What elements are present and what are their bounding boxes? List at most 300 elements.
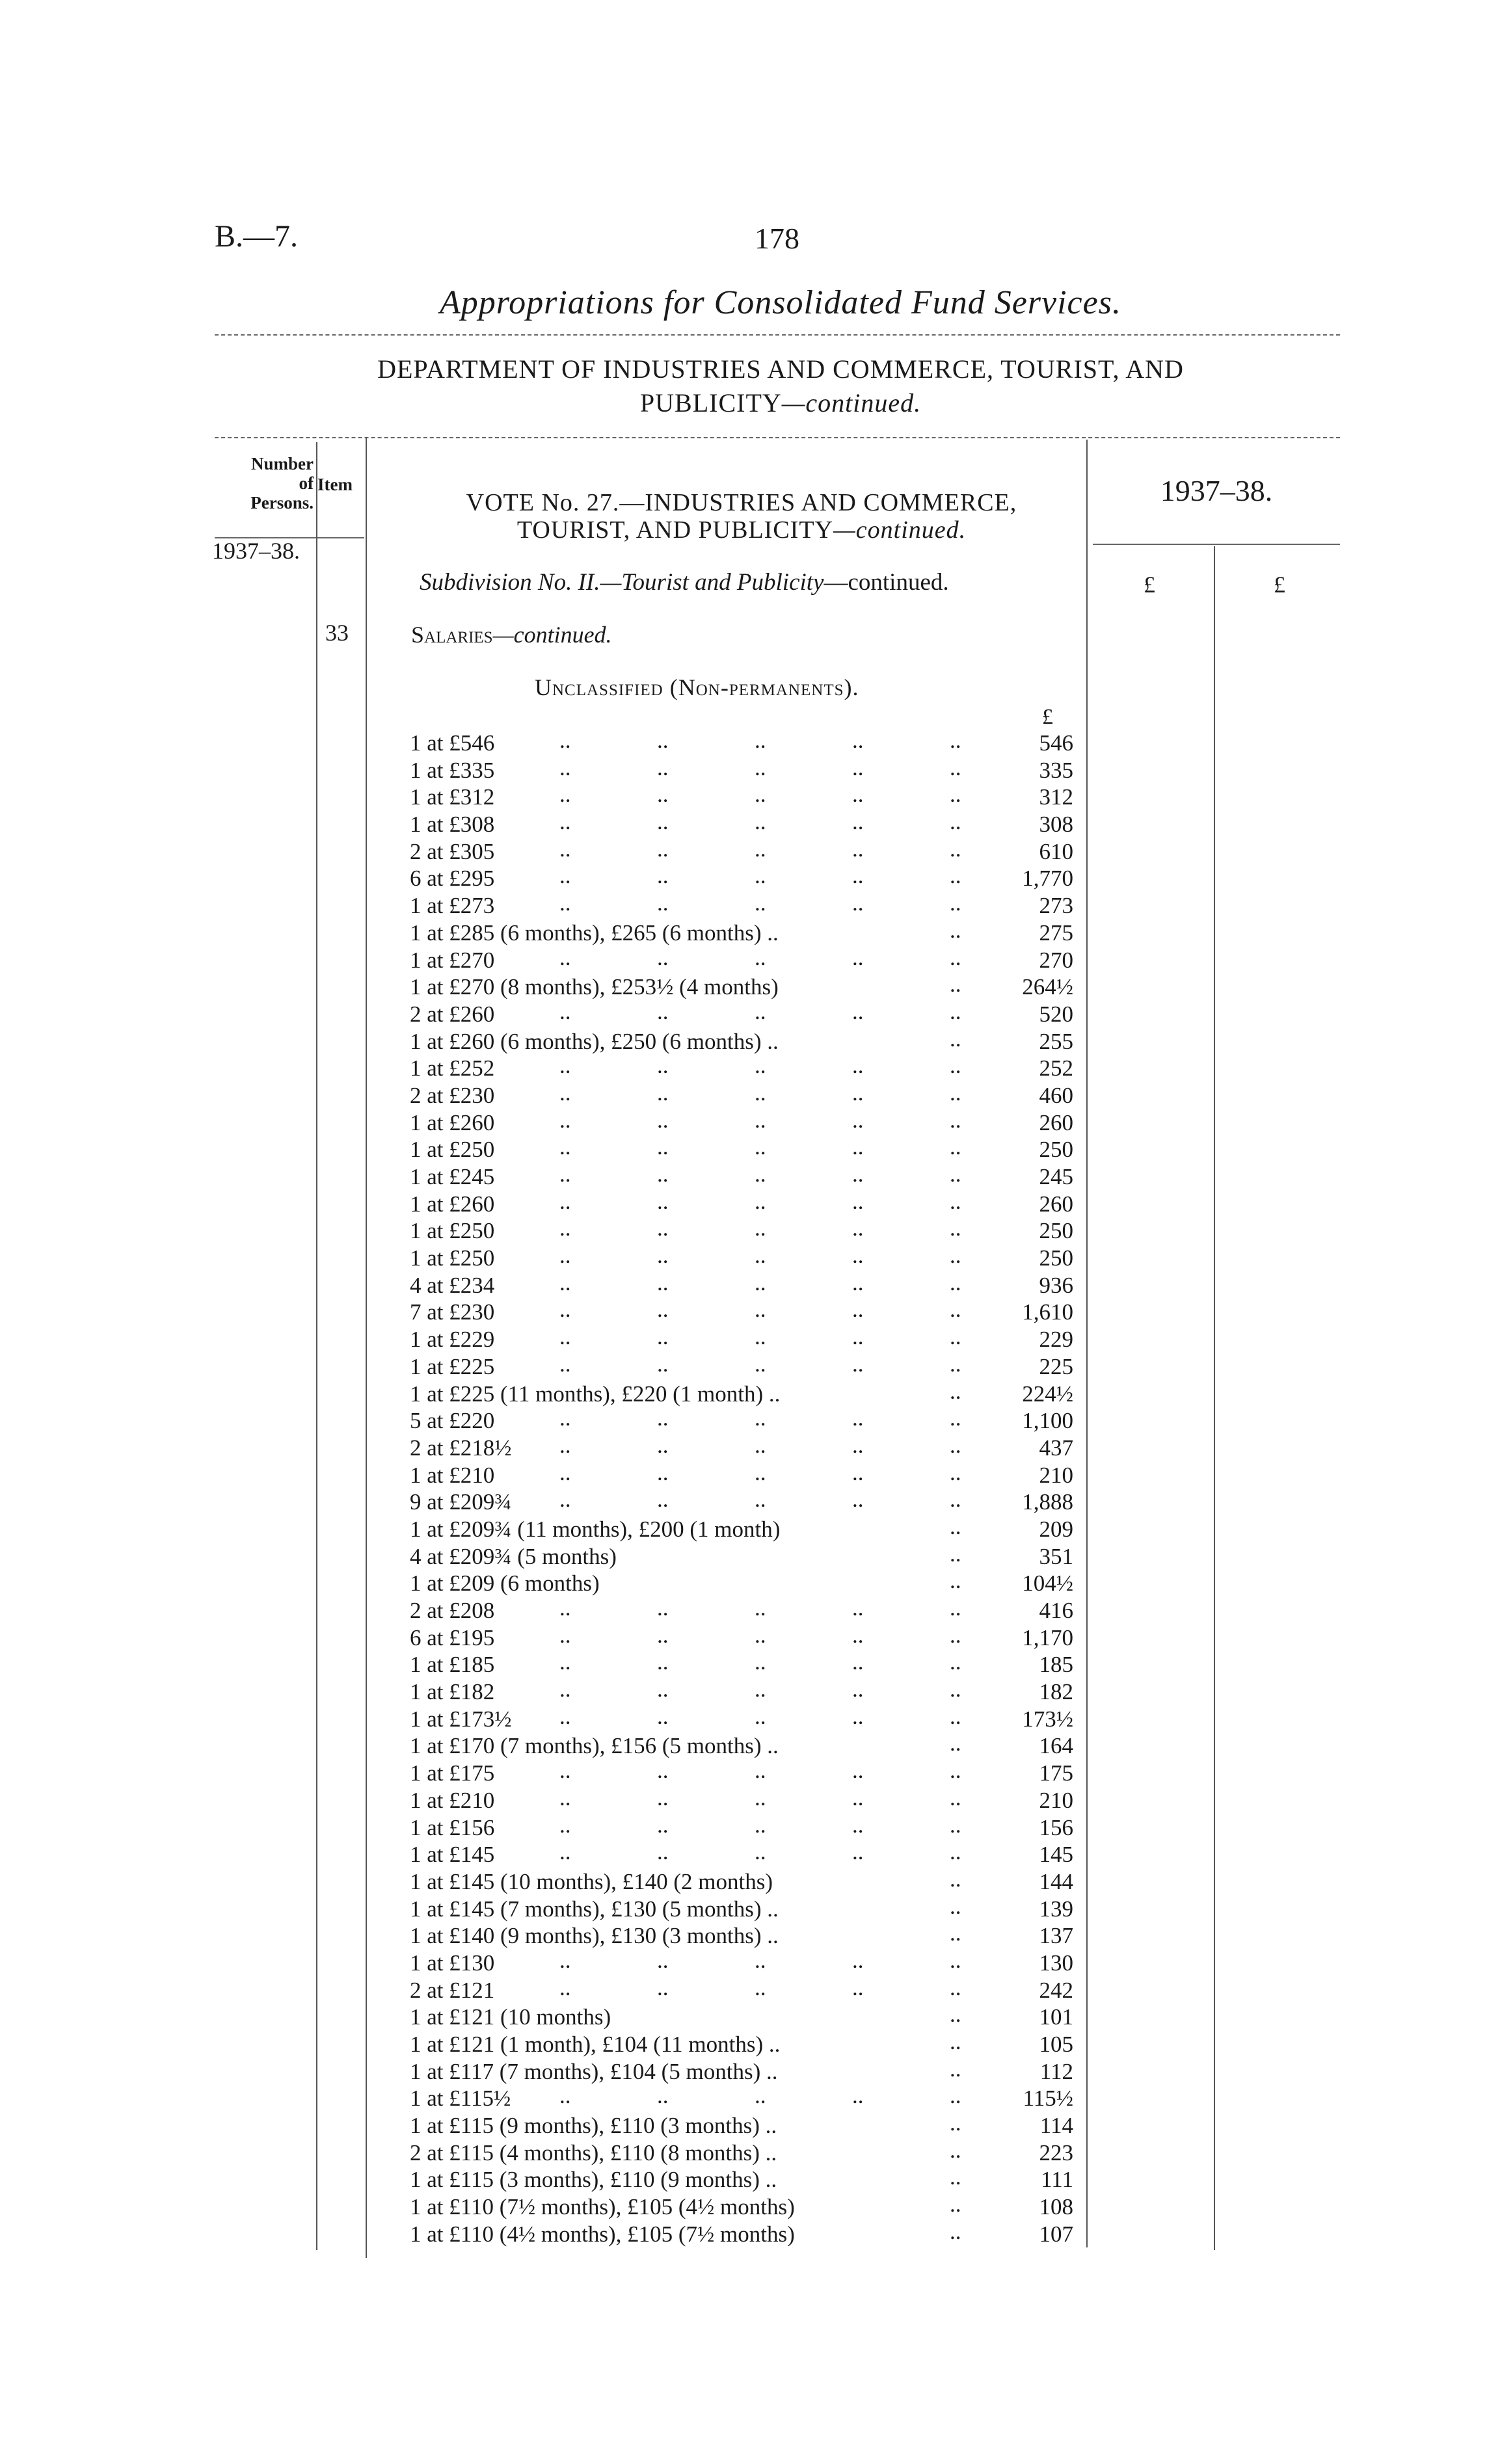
salary-row-description: 1 at £252 (410, 1055, 495, 1081)
leader-dot: .. (559, 782, 571, 808)
salary-row-amount: 229 (1039, 1327, 1073, 1353)
leader-dot: .. (657, 2083, 669, 2109)
leader-dot: .. (559, 1703, 571, 1729)
leader-dot: .. (755, 1107, 766, 1133)
leader-dot: .. (657, 1053, 669, 1079)
leader-dot: .. (657, 728, 669, 753)
salary-row-description: 1 at £245 (410, 1164, 495, 1189)
salary-row (410, 1245, 1073, 1272)
leader-dot: .. (657, 1622, 669, 1648)
leader-dot: .. (950, 1107, 961, 1133)
leader-dot: .. (657, 1459, 669, 1485)
leader-dot: .. (950, 1839, 961, 1865)
salary-row-description: 1 at £260 (410, 1109, 495, 1135)
leader-dot: .. (559, 1188, 571, 1214)
leader-dot: .. (559, 1405, 571, 1431)
salary-row-description: 1 at £312 (410, 784, 495, 810)
leader-dot: .. (950, 917, 961, 943)
leader-dot: .. (852, 809, 864, 835)
salary-row-description: 1 at £185 (410, 1652, 495, 1678)
salary-rows (410, 730, 1073, 2248)
salary-row-description: 7 at £230 (410, 1299, 495, 1325)
salary-row-amount: 130 (1039, 1950, 1073, 1976)
salary-row-amount: 255 (1039, 1028, 1073, 1054)
leader-dot: .. (950, 1269, 961, 1295)
salary-row-amount: 1,100 (1022, 1408, 1073, 1434)
pound-column-b-header: £ (1274, 572, 1285, 598)
leader-dot: .. (950, 1758, 961, 1784)
salary-row-description: 1 at £270 (8 months), £253½ (4 months) (410, 974, 779, 1000)
salary-row-amount: 520 (1039, 1001, 1073, 1027)
column-header-rule-right (1093, 544, 1340, 545)
leader-dot: .. (950, 1703, 961, 1729)
salary-row-amount: 270 (1039, 947, 1073, 973)
salary-row-description: 1 at £145 (410, 1842, 495, 1868)
salary-row (410, 1407, 1073, 1435)
leader-dot: .. (559, 863, 571, 889)
item-header: Item (317, 475, 353, 494)
leader-dot: .. (755, 863, 766, 889)
salary-row-amount: 245 (1039, 1164, 1073, 1189)
leader-dot: .. (559, 1134, 571, 1160)
salary-row (410, 784, 1073, 811)
salary-row-description: 1 at £115 (3 months), £110 (9 months) .. (410, 2167, 777, 2193)
salary-row (410, 1814, 1073, 1842)
leader-dot: .. (852, 1215, 864, 1241)
salary-row-description: 2 at £230 (410, 1082, 495, 1108)
salary-row (410, 1543, 1073, 1570)
amount-column-divider (1214, 546, 1215, 2250)
salary-row-amount: 351 (1039, 1543, 1073, 1569)
salary-row-description: 1 at £260 (410, 1191, 495, 1217)
leader-dot: .. (950, 2002, 961, 2028)
salary-row-description: 6 at £195 (410, 1624, 495, 1650)
salary-row-amount: 335 (1039, 757, 1073, 783)
leader-dot: .. (852, 1784, 864, 1810)
leader-dot: .. (852, 890, 864, 916)
leader-dot: .. (852, 1703, 864, 1729)
salary-row (410, 865, 1073, 892)
salary-row-amount: 546 (1039, 730, 1073, 756)
table-top-rule (215, 437, 1340, 438)
leader-dot: .. (950, 1866, 961, 1892)
leader-dot: .. (950, 2029, 961, 2054)
leader-dot: .. (852, 1107, 864, 1133)
leader-dot: .. (950, 944, 961, 970)
salary-row-description: 1 at £250 (410, 1245, 495, 1271)
leader-dot: .. (950, 2137, 961, 2163)
leader-dot: .. (657, 1432, 669, 1458)
leader-dot: .. (657, 944, 669, 970)
leader-dot: .. (950, 890, 961, 916)
salary-row-description: 1 at £115½ (410, 2086, 511, 2112)
leader-dot: .. (657, 1947, 669, 1973)
subdivision-title: Subdivision No. II.—Tourist and Publicity—continued. (420, 569, 949, 596)
leader-dot: .. (950, 728, 961, 753)
salary-row-description: 1 at £182 (410, 1679, 495, 1705)
salary-row-description: 1 at £546 (410, 730, 495, 756)
salary-row (410, 1353, 1073, 1381)
leader-dot: .. (852, 1405, 864, 1431)
leader-dot: .. (559, 1215, 571, 1241)
salary-row-description: 1 at £121 (10 months) (410, 2004, 611, 2030)
leader-dot: .. (755, 1269, 766, 1295)
salary-row (410, 1055, 1073, 1082)
item-number: 33 (325, 620, 349, 646)
leader-dot: .. (852, 1188, 864, 1214)
leader-dot: .. (559, 1297, 571, 1323)
leader-dot: .. (755, 1324, 766, 1350)
leader-dot: .. (755, 754, 766, 780)
salary-row-amount: 312 (1039, 784, 1073, 810)
salary-row-amount: 1,610 (1022, 1299, 1073, 1325)
leader-dot: .. (852, 1839, 864, 1865)
salary-row-amount: 1,170 (1022, 1624, 1073, 1650)
leader-dot: .. (950, 2083, 961, 2109)
leader-dot: .. (755, 1161, 766, 1187)
leader-dot: .. (657, 1188, 669, 1214)
salary-row-amount: 250 (1039, 1245, 1073, 1271)
leader-dot: .. (950, 1622, 961, 1648)
description-column-divider (1086, 440, 1088, 2247)
leader-dot: .. (755, 1405, 766, 1431)
salary-row (410, 2085, 1073, 2112)
leader-dot: .. (950, 1920, 961, 1946)
leader-dot: .. (852, 1758, 864, 1784)
salary-row-amount: 260 (1039, 1191, 1073, 1217)
leader-dot: .. (559, 836, 571, 862)
leader-dot: .. (950, 1053, 961, 1079)
salary-row (410, 1947, 1073, 1977)
salary-row-description: 1 at £145 (7 months), £130 (5 months) .. (410, 1896, 779, 1922)
leader-dot: .. (950, 809, 961, 835)
salary-row-description: 1 at £121 (1 month), £104 (11 months) .. (410, 2032, 781, 2057)
salary-row-description: 2 at £218½ (410, 1435, 512, 1461)
leader-dot: .. (657, 1758, 669, 1784)
leader-dot: .. (559, 1107, 571, 1133)
salary-row (410, 2058, 1073, 2086)
page-heading: Appropriations for Consolidated Fund Services. (440, 284, 1121, 321)
leader-dot: .. (559, 1676, 571, 1702)
leader-dot: .. (559, 754, 571, 780)
leader-dot: .. (852, 1269, 864, 1295)
leader-dot: .. (950, 1595, 961, 1621)
leader-dot: .. (559, 1053, 571, 1079)
leader-dot: .. (657, 1649, 669, 1675)
salary-row-amount: 224½ (1022, 1381, 1073, 1407)
salary-row (410, 1624, 1073, 1652)
leader-dot: .. (852, 836, 864, 862)
salary-row (410, 2112, 1073, 2139)
leader-dot: .. (657, 754, 669, 780)
leader-dot: .. (852, 1459, 864, 1485)
leader-dot: .. (559, 1459, 571, 1485)
salary-row-amount: 164 (1039, 1733, 1073, 1759)
estimates-year-label: 1937–38. (1160, 474, 1273, 507)
leader-dot: .. (559, 1487, 571, 1513)
leader-dot: .. (950, 2056, 961, 2082)
leader-dot: .. (950, 2192, 961, 2218)
salary-row (410, 1082, 1073, 1109)
department-line-2: PUBLICITY—continued. (639, 388, 922, 417)
leader-dot: .. (852, 1812, 864, 1838)
leader-dot: .. (852, 1297, 864, 1323)
salary-row-amount: 107 (1039, 2221, 1073, 2247)
leader-dot: .. (950, 1730, 961, 1756)
salary-row-amount: 252 (1039, 1055, 1073, 1081)
persons-column-divider (316, 442, 317, 2250)
leader-dot: .. (950, 1568, 961, 1594)
salary-row-description: 2 at £121 (410, 1977, 495, 2003)
salary-row-amount: 114 (1039, 2113, 1073, 2139)
salary-row (410, 754, 1073, 784)
leader-dot: .. (755, 1784, 766, 1810)
salary-row (410, 1163, 1073, 1191)
salary-row-description: 1 at £140 (9 months), £130 (3 months) .. (410, 1923, 779, 1949)
leader-dot: .. (657, 1134, 669, 1160)
leader-dot: .. (657, 998, 669, 1024)
leader-dot: .. (950, 1974, 961, 2000)
leader-dot: .. (852, 1649, 864, 1675)
salary-row-description: 4 at £209¾ (5 months) (410, 1543, 617, 1569)
salary-row (410, 1922, 1073, 1950)
salary-row (410, 1299, 1073, 1326)
leader-dot: .. (755, 1053, 766, 1079)
salary-row-description: 1 at £210 (410, 1462, 495, 1488)
salary-row-amount: 175 (1039, 1760, 1073, 1786)
salary-row (410, 838, 1073, 866)
leader-dot: .. (559, 1784, 571, 1810)
salary-row-description: 9 at £209¾ (410, 1489, 512, 1515)
salary-row-description: 4 at £234 (410, 1272, 495, 1298)
leader-dot: .. (755, 998, 766, 1024)
leader-dot: .. (755, 1839, 766, 1865)
leader-dot: .. (559, 1595, 571, 1621)
leader-dot: .. (950, 1215, 961, 1241)
salary-row-amount: 264½ (1022, 974, 1073, 1000)
leader-dot: .. (657, 1215, 669, 1241)
leader-dot: .. (755, 1676, 766, 1702)
leader-dot: .. (950, 782, 961, 808)
leader-dot: .. (559, 1839, 571, 1865)
salary-row-amount: 275 (1039, 920, 1073, 946)
salary-row-description: 1 at £110 (7½ months), £105 (4½ months) (410, 2194, 795, 2220)
leader-dot: .. (559, 728, 571, 753)
salary-row (410, 1974, 1073, 2004)
leader-dot: .. (657, 1297, 669, 1323)
salary-row (410, 2193, 1073, 2221)
page-number: 178 (755, 222, 799, 255)
leader-dot: .. (657, 863, 669, 889)
persons-year-label: 1937–38. (212, 538, 300, 564)
salary-row (410, 917, 1073, 947)
leader-dot: .. (755, 1649, 766, 1675)
leader-dot: .. (852, 863, 864, 889)
leader-dot: .. (852, 1974, 864, 2000)
salary-row-description: 5 at £220 (410, 1408, 495, 1434)
leader-dot: .. (559, 1324, 571, 1350)
salary-row-amount: 223 (1039, 2139, 1073, 2166)
leader-dot: .. (559, 1351, 571, 1377)
salary-row-amount: 936 (1039, 1272, 1073, 1298)
salary-row-description: 1 at £209¾ (11 months), £200 (1 month) (410, 1516, 781, 1542)
salary-row-amount: 225 (1039, 1353, 1073, 1379)
salary-row-description: 1 at £260 (6 months), £250 (6 months) .. (410, 1028, 779, 1054)
leader-dot: .. (755, 728, 766, 753)
leader-dot: .. (657, 1812, 669, 1838)
leader-dot: .. (559, 1622, 571, 1648)
salary-row-amount: 115½ (1023, 2086, 1073, 2112)
leader-dot: .. (755, 1595, 766, 1621)
leader-dot: .. (950, 2218, 961, 2244)
leader-dot: .. (755, 1812, 766, 1838)
salary-row-description: 2 at £208 (410, 1598, 495, 1623)
salary-row-amount: 308 (1039, 812, 1073, 838)
department-continued: —continued. (781, 388, 922, 417)
salary-row (410, 1868, 1073, 1896)
leader-dot: .. (755, 1459, 766, 1485)
leader-dot: .. (950, 1405, 961, 1431)
salaries-heading: Salaries—continued. (411, 622, 612, 648)
salary-row-description: 1 at £250 (410, 1218, 495, 1244)
salary-row (410, 1841, 1073, 1868)
leader-dot: .. (657, 1676, 669, 1702)
salary-row-amount: 108 (1039, 2194, 1073, 2220)
salary-row-description: 2 at £260 (410, 1001, 495, 1027)
salary-row (410, 2218, 1073, 2248)
salary-row-amount: 156 (1039, 1814, 1073, 1840)
salary-row-amount: 139 (1039, 1896, 1073, 1922)
salary-row (410, 2031, 1073, 2058)
salary-row (410, 1378, 1073, 1408)
salary-row-amount: 250 (1039, 1137, 1073, 1163)
leader-dot: .. (755, 1215, 766, 1241)
salary-row (410, 1570, 1073, 1597)
leader-dot: .. (559, 1269, 571, 1295)
leader-dot: .. (852, 1134, 864, 1160)
leader-dot: .. (950, 998, 961, 1024)
leader-dot: .. (950, 1378, 961, 1404)
leader-dot: .. (852, 944, 864, 970)
salary-row (410, 998, 1073, 1028)
leader-dot: .. (950, 2110, 961, 2136)
leader-dot: .. (755, 1487, 766, 1513)
leader-dot: .. (657, 1243, 669, 1269)
salary-row (410, 1326, 1073, 1353)
salary-row (410, 1432, 1073, 1462)
leader-dot: .. (755, 809, 766, 835)
salary-row-amount: 210 (1039, 1787, 1073, 1813)
vote-line-1: VOTE No. 27.—INDUSTRIES AND COMMERCE, (466, 489, 1017, 516)
salary-row-description: 1 at £285 (6 months), £265 (6 months) .. (410, 920, 779, 946)
leader-dot: .. (755, 782, 766, 808)
leader-dot: .. (755, 1974, 766, 2000)
leader-dot: .. (950, 836, 961, 862)
salary-row-amount: 437 (1039, 1435, 1073, 1461)
leader-dot: .. (852, 1595, 864, 1621)
pound-column-a-header: £ (1144, 572, 1155, 598)
leader-dot: .. (950, 1649, 961, 1675)
leader-dot: .. (950, 1188, 961, 1214)
leader-dot: .. (950, 1134, 961, 1160)
leader-dot: .. (950, 972, 961, 998)
leader-dot: .. (950, 2164, 961, 2190)
leader-dot: .. (950, 1784, 961, 1810)
salary-row-description: 1 at £130 (410, 1950, 495, 1976)
salary-row (410, 1188, 1073, 1218)
leader-dot: .. (657, 1080, 669, 1106)
leader-dot: .. (755, 1703, 766, 1729)
department-line-1: DEPARTMENT OF INDUSTRIES AND COMMERCE, TOURIST, AND (377, 354, 1184, 384)
leader-dot: .. (852, 1161, 864, 1187)
salary-row (410, 1703, 1073, 1733)
salary-row (410, 1459, 1073, 1489)
leader-dot: .. (559, 1432, 571, 1458)
salary-row (410, 1651, 1073, 1678)
leader-dot: .. (657, 1703, 669, 1729)
leader-dot: .. (950, 1080, 961, 1106)
salary-row (410, 1217, 1073, 1245)
leader-dot: .. (755, 836, 766, 862)
leader-dot: .. (559, 944, 571, 970)
leader-dot: .. (950, 1324, 961, 1350)
salary-row-amount: 209 (1039, 1516, 1073, 1542)
leader-dot: .. (657, 1974, 669, 2000)
leader-dot: .. (559, 1161, 571, 1187)
salary-row-description: 1 at £250 (410, 1137, 495, 1163)
salary-row-description: 1 at £115 (9 months), £110 (3 months) .. (410, 2113, 777, 2139)
document-reference: B.—7. (215, 219, 299, 254)
salary-row (410, 1109, 1073, 1137)
leader-dot: .. (657, 1595, 669, 1621)
leader-dot: .. (755, 1134, 766, 1160)
salary-row-amount: 610 (1039, 838, 1073, 864)
salary-row-description: 1 at £209 (6 months) (410, 1570, 600, 1596)
salary-row-amount: 145 (1039, 1842, 1073, 1868)
vote-title (390, 489, 1093, 544)
heading-rule (215, 334, 1340, 336)
leader-dot: .. (950, 1459, 961, 1485)
salary-row (410, 2166, 1073, 2193)
leader-dot: .. (950, 1243, 961, 1269)
salary-row (410, 1784, 1073, 1814)
salary-row-amount: 144 (1039, 1868, 1073, 1894)
leader-dot: .. (755, 1080, 766, 1106)
leader-dot: .. (852, 754, 864, 780)
salary-row (410, 1678, 1073, 1706)
salary-row-amount: 250 (1039, 1218, 1073, 1244)
salary-row-description: 1 at £156 (410, 1814, 495, 1840)
salary-row (410, 974, 1073, 1001)
salary-row-description: 1 at £273 (410, 893, 495, 919)
salary-row-amount: 1,770 (1022, 866, 1073, 892)
leader-dot: .. (657, 1107, 669, 1133)
leader-dot: .. (950, 1513, 961, 1539)
leader-dot: .. (852, 1947, 864, 1973)
leader-dot: .. (559, 1243, 571, 1269)
salary-row-amount: 112 (1039, 2058, 1073, 2084)
leader-dot: .. (950, 1947, 961, 1973)
leader-dot: .. (852, 1053, 864, 1079)
department-title (0, 352, 1487, 420)
salary-row (410, 892, 1073, 920)
leader-dot: .. (852, 998, 864, 1024)
salary-row-description: 2 at £115 (4 months), £110 (8 months) .. (410, 2139, 777, 2166)
salary-row-amount: 173½ (1022, 1706, 1073, 1732)
leader-dot: .. (852, 1487, 864, 1513)
salary-row (410, 1269, 1073, 1299)
leader-dot: .. (657, 1487, 669, 1513)
